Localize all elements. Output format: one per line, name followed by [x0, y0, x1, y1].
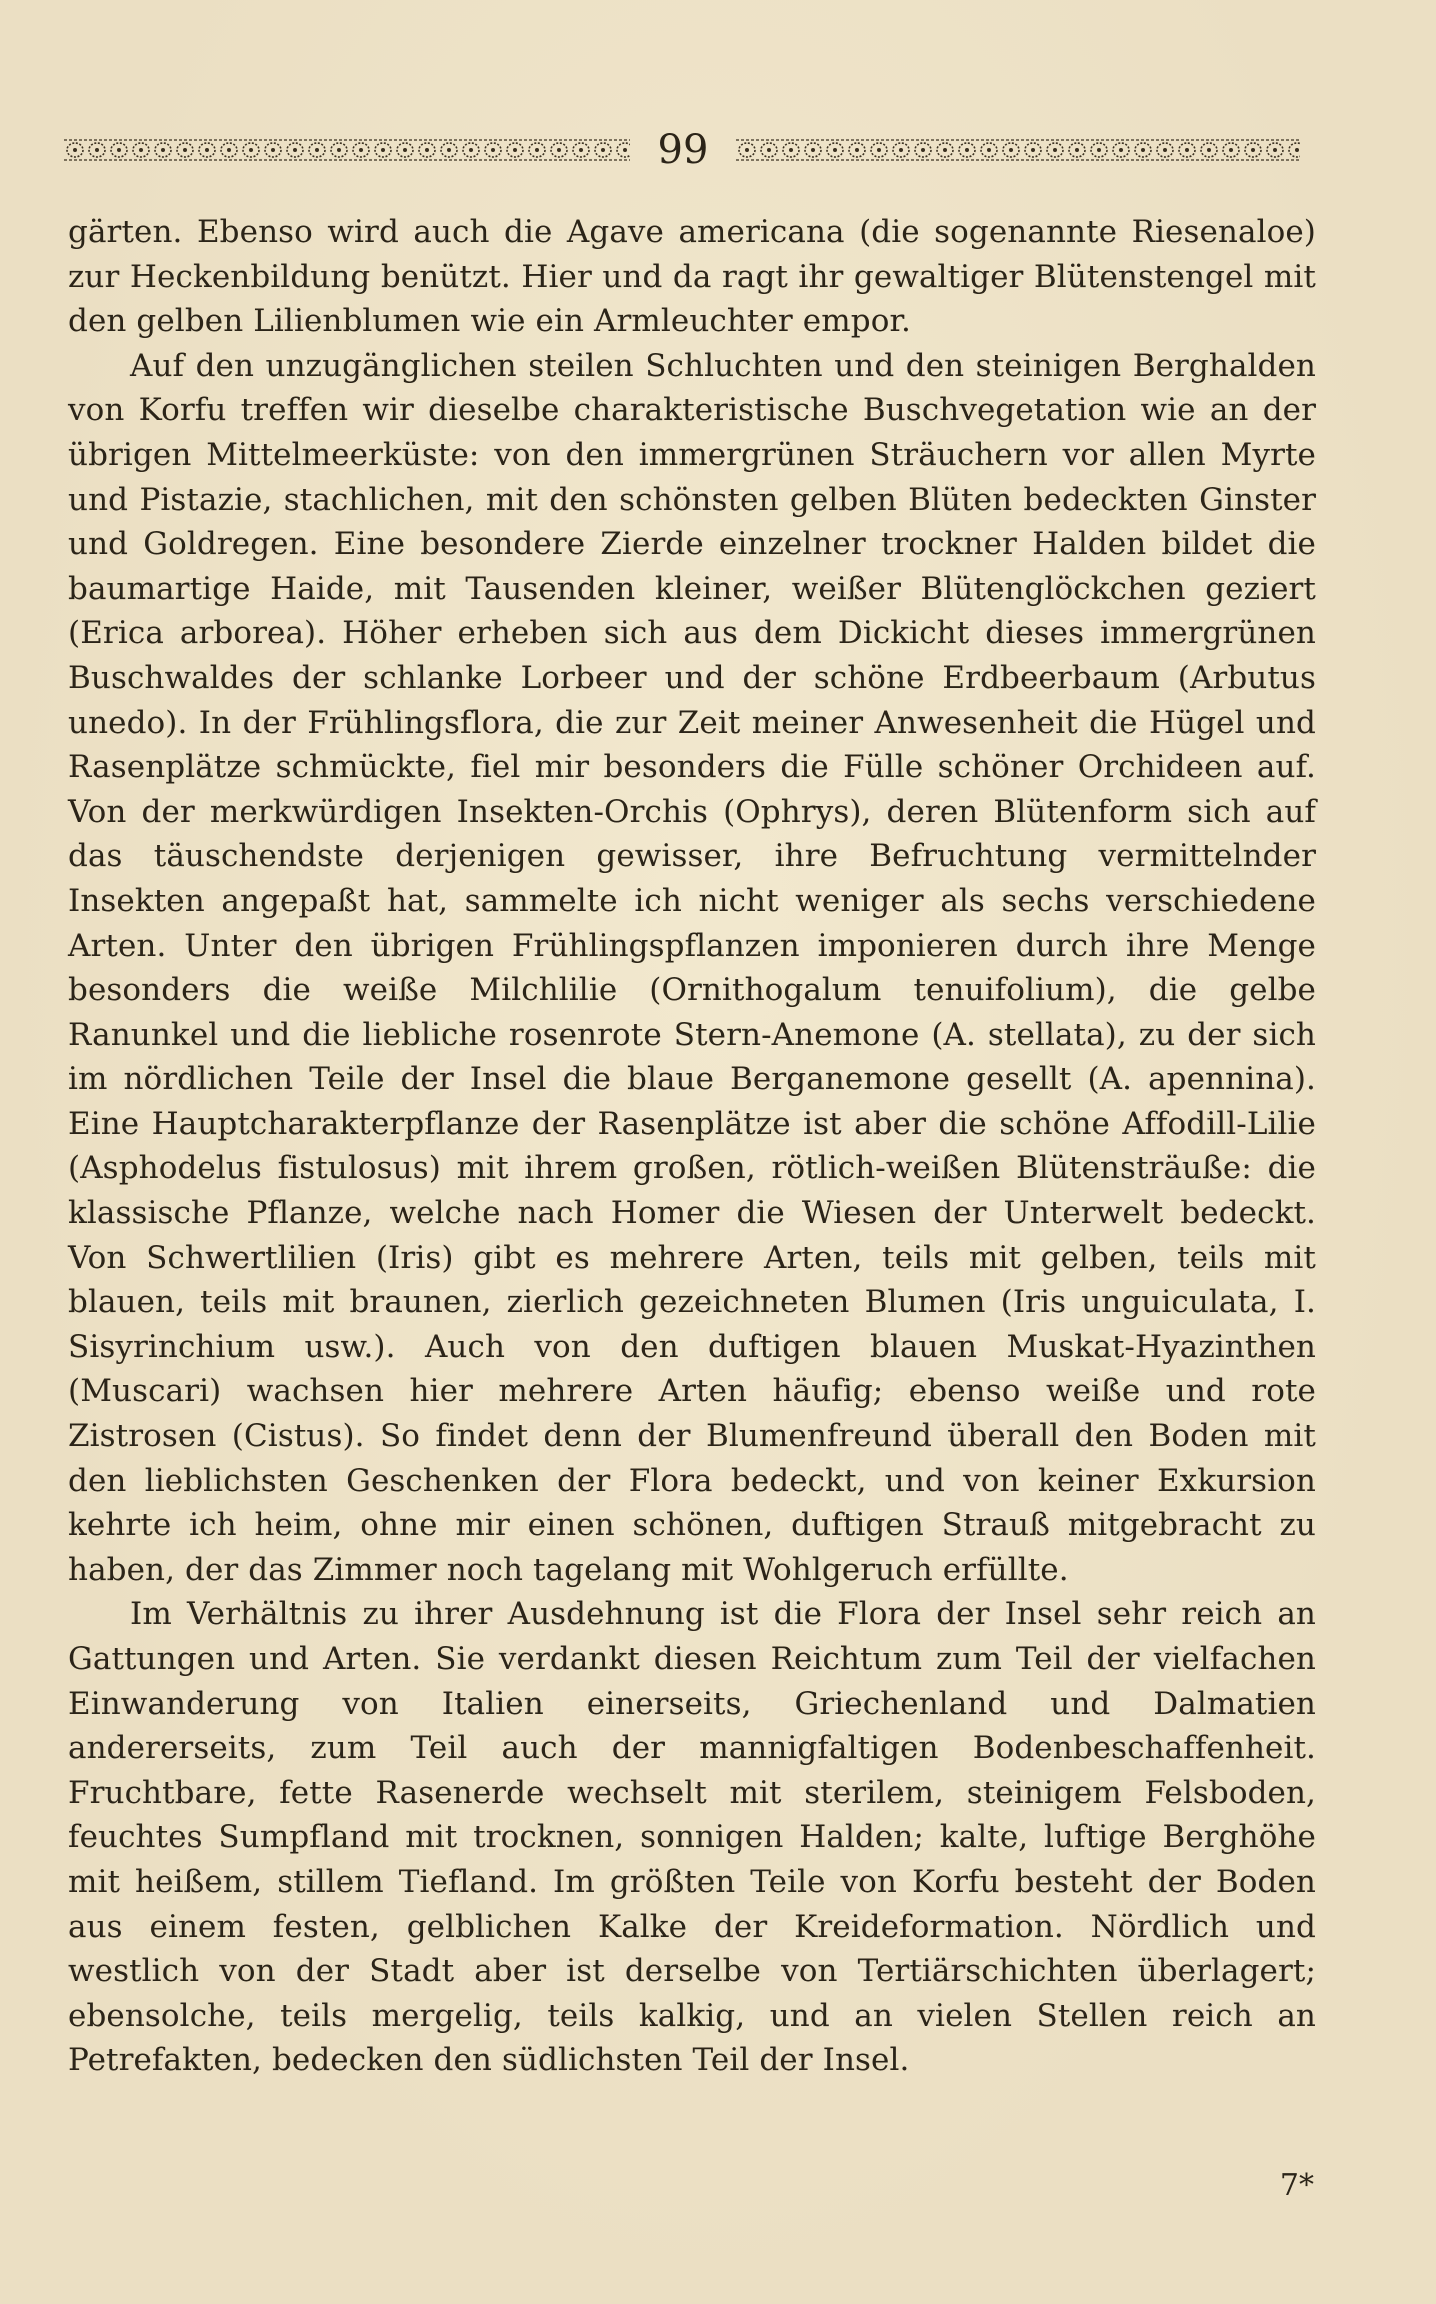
paragraph-continued: gärten. Ebenso wird auch die Agave americana (die sogenannte Riesenaloe) zur Heckenbildung benützt. Hier und da ragt ihr gewaltiger Blütenstengel mit den gelben Lilienblumen wie ein Armleuchter empor. — [68, 214, 1316, 340]
paragraph-vegetation: Auf den unzugänglichen steilen Schluchten und den steinigen Berghalden von Korfu treffen wir dieselbe charakteristische Buschvegetation wie an der übrigen Mittelmeerküste: von den immergrünen Sträuchern vor allen Myrte und Pistazie, stachlichen, mit den schönsten gelben Blüten bedeckten Ginster und Goldregen. Eine besondere Zierde einzelner trockner Halden bildet die baumartige Haide, mit Tausenden kleiner, weißer Blütenglöckchen geziert (Erica arborea). Höher erheben sich aus dem Dickicht dieses immergrünen Buschwaldes der schlanke Lorbeer und der schöne Erdbeerbaum (Arbutus unedo). In der Frühlingsflora, die zur Zeit meiner Anwesenheit die Hügel und Rasenplätze schmückte, fiel mir besonders die Fülle schöner Orchideen auf. Von der merkwürdigen Insekten-Orchis (Ophrys), deren Blütenform sich auf das täuschendste derjenigen gewisser, ihre Befruchtung vermittelnder Insekten angepaßt hat, sammelte ich nicht weniger als sechs verschiedene Arten. Unter den übrigen Frühlingspflanzen imponieren durch ihre Menge besonders die weiße Milchlilie (Ornithogalum tenuifolium), die gelbe Ranunkel und die liebliche rosenrote Stern-Anemone (A. stellata), zu der sich im nördlichen Teile der Insel die blaue Berganemone gesellt (A. apennina). Eine Hauptcharakterpflanze der Rasenplätze ist aber die schöne Affodill-Lilie (Asphodelus fistulosus) mit ihrem großen, rötlich-weißen Blütensträuße: die klassische Pflanze, welche nach Homer die Wiesen der Unterwelt bedeckt. Von Schwertlilien (Iris) gibt es mehrere Arten, teils mit gelben, teils mit blauen, teils mit braunen, zierlich gezeichneten Blumen (Iris unguiculata, I. Sisyrinchium usw.). Auch von den duftigen blauen Muskat-Hyazinthen (Muscari) wachsen hier mehrere Arten häufig; ebenso weiße und rote Zistrosen (Cistus). So findet denn der Blumenfreund überall den Boden mit den lieblichsten Geschenken der Flora bedeckt, und von keiner Exkursion kehrte ich heim, ohne mir einen schönen, duftigen Strauß mitgebracht zu haben, der das Zimmer noch tagelang mit Wohlgeruch erfüllte. — [68, 347, 1316, 1588]
ornamental-rule-right — [736, 138, 1300, 162]
page-number: 99 — [657, 127, 709, 173]
paragraph-flora: Im Verhältnis zu ihrer Ausdehnung ist die Flora der Insel sehr reich an Gattungen und Arten. Sie verdankt diesen Reichtum zum Teil der vielfachen Einwanderung von Italien einerseits, Griechenland und Dalmatien andererseits, zum Teil auch der mannigfaltigen Bodenbeschaffenheit. Fruchtbare, fette Rasenerde wechselt mit sterilem, steinigem Felsboden, feuchtes Sumpfland mit trocknen, sonnigen Halden; kalte, luftige Berghöhe mit heißem, stillem Tiefland. Im größten Teile von Korfu besteht der Boden aus einem festen, gelblichen Kalke der Kreideformation. Nördlich und westlich von der Stadt aber ist derselbe von Tertiärschichten überlagert; ebensolche, teils mergelig, teils kalkig, und an vielen Stellen reich an Petrefakten, bedecken den südlichsten Teil der Insel. — [68, 1596, 1316, 2079]
ornamental-rule-left — [64, 138, 630, 162]
body-text — [68, 210, 1316, 2083]
page-header — [64, 122, 1300, 178]
signature-mark: 7* — [1279, 2168, 1314, 2203]
